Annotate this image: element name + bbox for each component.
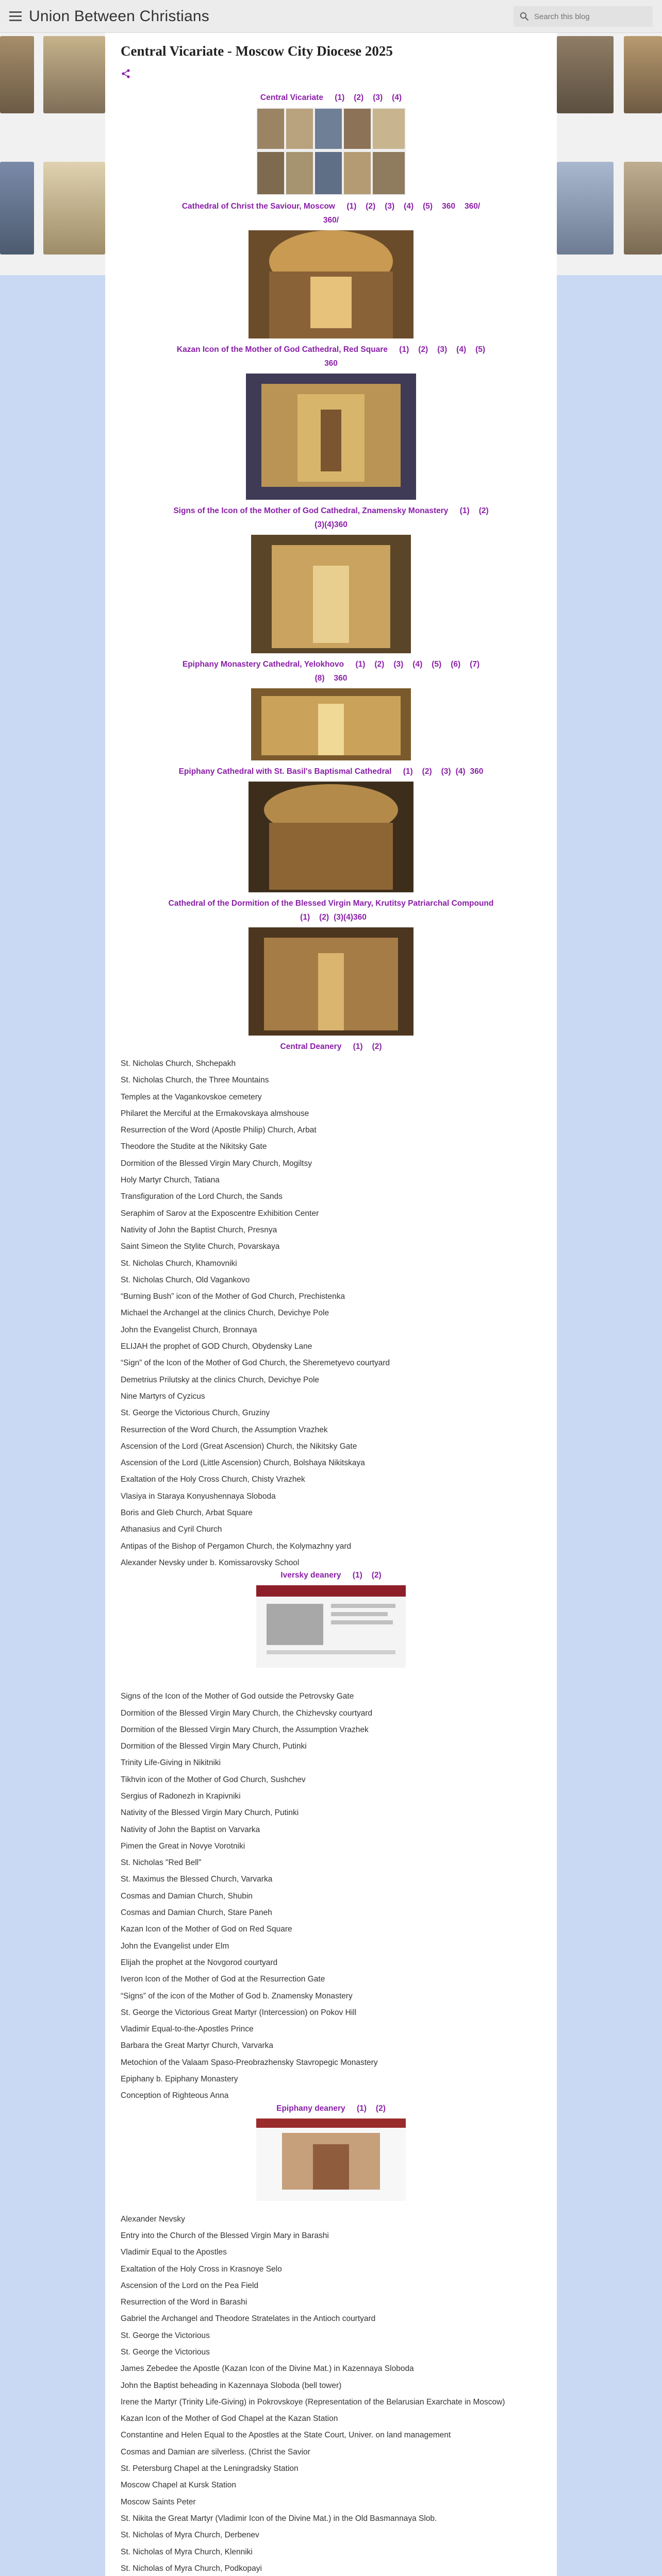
church-list-item[interactable]: Constantine and Helen Equal to the Apostles at the State Court, Univer. on land management xyxy=(121,2431,451,2440)
church-list-item[interactable]: Pimen the Great in Novye Vorotniki xyxy=(121,1841,245,1851)
link-2[interactable]: (2) xyxy=(372,1042,382,1051)
section-znamensky xyxy=(121,504,541,532)
link-1[interactable]: (1) xyxy=(356,2104,367,2113)
church-list-item[interactable]: Dormition of the Blessed Virgin Mary Church, the Chizhevsky courtyard xyxy=(121,1708,373,1718)
link-3[interactable]: (3) xyxy=(373,93,383,102)
search-icon[interactable] xyxy=(520,12,529,21)
epiphany-deanery-church-list xyxy=(121,2211,541,2576)
central-vicariate-link[interactable]: Central Vicariate xyxy=(260,93,323,102)
link-2[interactable]: (2) xyxy=(418,345,428,354)
church-list-item[interactable]: “Burning Bush” icon of the Mother of God Church, Prechistenka xyxy=(121,1292,345,1301)
church-list-item[interactable]: Entry into the Church of the Blessed Virgin Mary in Barashi xyxy=(121,2231,329,2240)
central-deanery-link[interactable]: Central Deanery xyxy=(280,1042,342,1051)
link-2[interactable]: (2) xyxy=(354,93,364,102)
church-list-item[interactable]: Saint Simeon the Stylite Church, Povarskaya xyxy=(121,1242,280,1251)
link-4[interactable]: (4) xyxy=(412,660,423,669)
church-list-item[interactable]: Transfiguration of the Lord Church, the Sands xyxy=(121,1192,283,1201)
section-central-vicariate xyxy=(121,91,541,105)
church-list-item[interactable]: John the Evangelist under Elm xyxy=(121,1941,229,1951)
post-card xyxy=(105,33,557,2576)
link-2[interactable]: (2) xyxy=(374,660,385,669)
church-list-item[interactable]: Irene the Martyr (Trinity Life-Giving) in Pokrovskoye (Representation of the Belarusian Exarchate in Moscow) xyxy=(121,2397,505,2406)
church-list-item[interactable]: Dormition of the Blessed Virgin Mary Church, Putinki xyxy=(121,1742,307,1751)
label-4: (4) xyxy=(455,767,466,776)
basil-link[interactable]: Epiphany Cathedral with St. Basil's Baptismal Cathedral xyxy=(178,767,392,776)
link-360-c[interactable]: 360/ xyxy=(323,216,339,225)
iversky-deanery-church-list xyxy=(121,1688,541,2104)
link-1[interactable]: (1) xyxy=(403,767,413,776)
church-list-item[interactable]: St. Nicholas Church, Old Vagankovo xyxy=(121,1275,250,1284)
church-list-item[interactable]: Cosmas and Damian Church, Shubin xyxy=(121,1891,253,1901)
link-3[interactable]: (3) xyxy=(441,767,451,776)
link-2[interactable]: (2) xyxy=(319,913,329,922)
church-list-item[interactable]: Resurrection of the Word Church, the Assumption Vrazhek xyxy=(121,1425,328,1434)
church-list-item[interactable]: Vlasiya in Staraya Konyushennaya Sloboda xyxy=(121,1492,276,1501)
church-list-item[interactable]: St. George the Victorious xyxy=(121,2331,210,2340)
link-5[interactable]: (5) xyxy=(475,345,486,354)
background-photo xyxy=(43,162,105,255)
church-list-item[interactable]: St. George the Victorious xyxy=(121,2348,210,2357)
central-deanery-church-list xyxy=(121,1056,541,1571)
church-list-item[interactable]: “Signs” of the icon of the Mother of God b. Znamensky Monastery xyxy=(121,1991,353,2001)
church-list-item[interactable]: Vladimir Equal to the Apostles xyxy=(121,2248,227,2257)
yelokhovo-link[interactable]: Epiphany Monastery Cathedral, Yelokhovo xyxy=(182,660,344,669)
churches-collage-photo[interactable] xyxy=(256,108,406,195)
church-list-item[interactable]: Resurrection of the Word (Apostle Philip) Church, Arbat xyxy=(121,1126,317,1135)
label-4: (4) xyxy=(324,520,335,529)
church-list-item[interactable]: Gabriel the Archangel and Theodore Stratelates in the Antioch courtyard xyxy=(121,2314,376,2324)
link-2[interactable]: (2) xyxy=(478,506,489,515)
link-1[interactable]: (1) xyxy=(459,506,470,515)
christ-saviour-link[interactable]: Cathedral of Christ the Saviour, Moscow xyxy=(181,202,335,211)
background-photo xyxy=(0,162,34,255)
church-list-item[interactable]: Moscow Chapel at Kursk Station xyxy=(121,2481,236,2490)
church-list-item[interactable]: Alexander Nevsky under b. Komissarovsky School xyxy=(121,1558,300,1567)
link-360[interactable]: 360 xyxy=(324,359,338,368)
christ-saviour-interior-photo[interactable] xyxy=(249,230,413,338)
church-list-item[interactable]: St. Nicholas "Red Bell" xyxy=(121,1858,202,1868)
label-3: (3) xyxy=(334,913,344,922)
church-list-item[interactable]: Cosmas and Damian Church, Stare Paneh xyxy=(121,1908,272,1918)
church-list-item[interactable]: Sergius of Radonezh in Krapivniki xyxy=(121,1791,241,1801)
label-360: 360 xyxy=(334,520,347,529)
church-list-item[interactable]: Holy Martyr Church, Tatiana xyxy=(121,1176,220,1185)
blog-title[interactable]: Union Between Christians xyxy=(29,7,209,25)
church-list-item[interactable]: Conception of Righteous Anna xyxy=(121,2091,229,2100)
section-kazan xyxy=(121,343,541,370)
link-1[interactable]: (1) xyxy=(353,1042,363,1051)
znamensky-interior-photo[interactable] xyxy=(251,535,411,653)
link-8[interactable]: (8) xyxy=(315,674,325,683)
church-list-item[interactable]: Vladimir Equal-to-the-Apostles Prince xyxy=(121,2025,254,2034)
church-list-item[interactable]: Nine Martyrs of Cyzicus xyxy=(121,1392,205,1401)
yelokhovo-interior-photo[interactable] xyxy=(251,688,411,760)
link-360[interactable]: 360 xyxy=(442,202,455,211)
znamensky-link[interactable]: Signs of the Icon of the Mother of God Cathedral, Znamensky Monastery xyxy=(173,506,449,515)
epiphany-deanery-photo[interactable] xyxy=(256,2119,406,2201)
church-list-item[interactable]: Trinity Life-Giving in Nikitniki xyxy=(121,1758,221,1768)
church-list-item[interactable]: St. Nikita the Great Martyr (Vladimir Icon of the Divine Mat.) in the Old Basmannaya Slob. xyxy=(121,2514,437,2523)
church-list-item[interactable]: Signs of the Icon of the Mother of God outside the Petrovsky Gate xyxy=(121,1692,354,1701)
church-list-item[interactable]: Michael the Archangel at the clinics Church, Devichye Pole xyxy=(121,1309,329,1318)
church-list-item[interactable]: St. Nicholas Church, Khamovniki xyxy=(121,1259,237,1268)
link-360[interactable]: 360 xyxy=(470,767,484,776)
blog-header-bar xyxy=(0,0,662,33)
link-5[interactable]: (5) xyxy=(423,202,433,211)
church-list-item[interactable]: Elijah the prophet at the Novgorod courtyard xyxy=(121,1958,278,1967)
church-list-item[interactable]: Ascension of the Lord (Great Ascension) Church, the Nikitsky Gate xyxy=(121,1442,357,1451)
church-list-item[interactable]: Exaltation of the Holy Cross Church, Chisty Vrazhek xyxy=(121,1475,305,1484)
church-list-item[interactable]: St. George the Victorious Great Martyr (Intercession) on Pokov Hill xyxy=(121,2008,357,2017)
church-list-item[interactable]: James Zebedee the Apostle (Kazan Icon of the Divine Mat.) in Kazennaya Sloboda xyxy=(121,2364,414,2374)
label-4: (4) xyxy=(343,913,353,922)
background-photo xyxy=(0,36,34,113)
church-list-item[interactable]: St. Nicholas of Myra Church, Derbenev xyxy=(121,2531,259,2540)
church-list-item[interactable]: “Sign” of the Icon of the Mother of God Church, the Sheremetyevo courtyard xyxy=(121,1359,390,1368)
church-list-item[interactable]: Philaret the Merciful at the Ermakovskaya almshouse xyxy=(121,1109,309,1118)
dormition-link[interactable]: Cathedral of the Dormition of the Blessed Virgin Mary, Krutitsy Patriarchal Compound xyxy=(168,899,494,908)
share-icon[interactable] xyxy=(121,69,131,79)
section-basil xyxy=(121,765,541,778)
church-list-item[interactable]: Kazan Icon of the Mother of God on Red Square xyxy=(121,1925,292,1934)
church-list-item[interactable]: Nativity of the Blessed Virgin Mary Church, Putinki xyxy=(121,1808,299,1818)
church-list-item[interactable]: Antipas of the Bishop of Pergamon Church, the Kolymazhny yard xyxy=(121,1541,352,1551)
link-4[interactable]: (4) xyxy=(404,202,414,211)
church-list-item[interactable]: Athanasius and Cyril Church xyxy=(121,1525,222,1534)
church-list-item[interactable]: Seraphim of Sarov at the Exposcentre Exhibition Center xyxy=(121,1209,319,1218)
background-photo xyxy=(624,162,662,255)
section-yelokhovo xyxy=(121,657,541,685)
link-6[interactable]: (6) xyxy=(451,660,461,669)
church-list-item[interactable]: St. Nicholas Church, Shchepakh xyxy=(121,1059,236,1068)
church-list-item[interactable]: ELIJAH the prophet of GOD Church, Obydensky Lane xyxy=(121,1342,312,1351)
background-photo xyxy=(557,162,614,255)
church-list-item[interactable]: John the Baptist beheading in Kazennaya Sloboda (bell tower) xyxy=(121,2381,342,2390)
link-1[interactable]: (1) xyxy=(355,660,366,669)
link-4[interactable]: (4) xyxy=(456,345,467,354)
post-title: Central Vicariate - Moscow City Diocese 2025 xyxy=(121,43,393,59)
iversky-link[interactable]: Iversky deanery xyxy=(280,1571,341,1580)
search-box[interactable] xyxy=(514,6,653,27)
link-3[interactable]: (3) xyxy=(393,660,404,669)
church-list-item[interactable]: Resurrection of the Word in Barashi xyxy=(121,2298,247,2307)
church-list-item[interactable]: Ascension of the Lord (Little Ascension) Church, Bolshaya Nikitskaya xyxy=(121,1459,365,1468)
church-list-item[interactable]: Alexander Nevsky xyxy=(121,2214,185,2224)
background-photo xyxy=(43,36,105,113)
link-2[interactable]: (2) xyxy=(422,767,432,776)
label-3: (3) xyxy=(315,520,325,529)
link-1[interactable]: (1) xyxy=(300,913,310,922)
church-list-item[interactable]: Theodore the Studite at the Nikitsky Gate xyxy=(121,1142,267,1151)
link-4[interactable]: (4) xyxy=(392,93,402,102)
background-photo xyxy=(624,36,662,113)
church-list-item[interactable]: St. Petersburg Chapel at the Leningradsky Station xyxy=(121,2464,299,2473)
link-360[interactable]: 360 xyxy=(334,674,347,683)
dormition-interior-photo[interactable] xyxy=(249,927,413,1036)
church-list-item[interactable]: St. Nicholas of Myra Church, Podkopayi xyxy=(121,2564,262,2573)
church-list-item[interactable]: Temples at the Vagankovskoe cemetery xyxy=(121,1092,262,1101)
link-1[interactable]: (1) xyxy=(352,1571,362,1580)
church-list-item[interactable]: Kazan Icon of the Mother of God Chapel at the Kazan Station xyxy=(121,2414,338,2424)
link-1[interactable]: (1) xyxy=(399,345,409,354)
church-list-item[interactable]: Moscow Saints Peter xyxy=(121,2497,196,2506)
link-3[interactable]: (3) xyxy=(385,202,395,211)
menu-icon[interactable] xyxy=(9,10,22,23)
iversky-deanery-photo[interactable] xyxy=(256,1585,406,1668)
church-list-item[interactable]: Barbara the Great Martyr Church, Varvarka xyxy=(121,2041,274,2050)
link-3[interactable]: (3) xyxy=(437,345,448,354)
church-list-item[interactable]: St. Nicholas Church, the Three Mountains xyxy=(121,1076,269,1085)
church-list-item[interactable]: Nativity of John the Baptist on Varvarka xyxy=(121,1825,260,1834)
church-list-item[interactable]: Dormition of the Blessed Virgin Mary Church, Mogiltsy xyxy=(121,1159,312,1168)
kazan-interior-photo[interactable] xyxy=(246,374,416,500)
link-2[interactable]: (2) xyxy=(366,202,376,211)
label-360: 360 xyxy=(353,913,367,922)
church-list-item[interactable]: St. Nicholas of Myra Church, Klenniki xyxy=(121,2547,253,2556)
church-list-item[interactable]: Metochion of the Valaam Spaso-Preobrazhensky Stavropegic Monastery xyxy=(121,2058,378,2067)
section-central-deanery xyxy=(121,1040,541,1054)
church-list-item[interactable]: St. Maximus the Blessed Church, Varvarka xyxy=(121,1875,273,1884)
background-photo xyxy=(557,36,614,113)
church-list-item[interactable]: Epiphany b. Epiphany Monastery xyxy=(121,2075,238,2084)
link-7[interactable]: (7) xyxy=(470,660,480,669)
link-2[interactable]: (2) xyxy=(375,2104,386,2113)
church-list-item[interactable]: Nativity of John the Baptist Church, Presnya xyxy=(121,1225,277,1234)
church-list-item[interactable]: St. George the Victorious Church, Gruziny xyxy=(121,1409,270,1418)
church-list-item[interactable]: Cosmas and Damian are silverless. (Christ the Savior xyxy=(121,2447,310,2456)
search-input[interactable] xyxy=(534,12,648,21)
basil-interior-photo[interactable] xyxy=(249,782,413,892)
church-list-item[interactable]: Boris and Gleb Church, Arbat Square xyxy=(121,1509,253,1518)
church-list-item[interactable]: Ascension of the Lord on the Pea Field xyxy=(121,2281,259,2290)
link-1[interactable]: (1) xyxy=(346,202,357,211)
section-dormition xyxy=(121,896,541,924)
link-2[interactable]: (2) xyxy=(371,1571,382,1580)
link-360-b[interactable]: 360/ xyxy=(464,202,481,211)
church-list-item[interactable]: Exaltation of the Holy Cross in Krasnoye Selo xyxy=(121,2264,282,2274)
church-list-item[interactable]: Dormition of the Blessed Virgin Mary Church, the Assumption Vrazhek xyxy=(121,1725,369,1734)
church-list-item[interactable]: John the Evangelist Church, Bronnaya xyxy=(121,1325,257,1334)
church-list-item[interactable]: Tikhvin icon of the Mother of God Church, Sushchev xyxy=(121,1775,306,1784)
kazan-link[interactable]: Kazan Icon of the Mother of God Cathedral, Red Square xyxy=(176,345,388,354)
link-1[interactable]: (1) xyxy=(335,93,345,102)
church-list-item[interactable]: Demetrius Prilutsky at the clinics Church, Devichye Pole xyxy=(121,1375,320,1384)
link-5[interactable]: (5) xyxy=(432,660,442,669)
section-christ-saviour xyxy=(121,199,541,227)
church-list-item[interactable]: Iveron Icon of the Mother of God at the Resurrection Gate xyxy=(121,1975,325,1984)
epiphany-link[interactable]: Epiphany deanery xyxy=(276,2104,345,2113)
